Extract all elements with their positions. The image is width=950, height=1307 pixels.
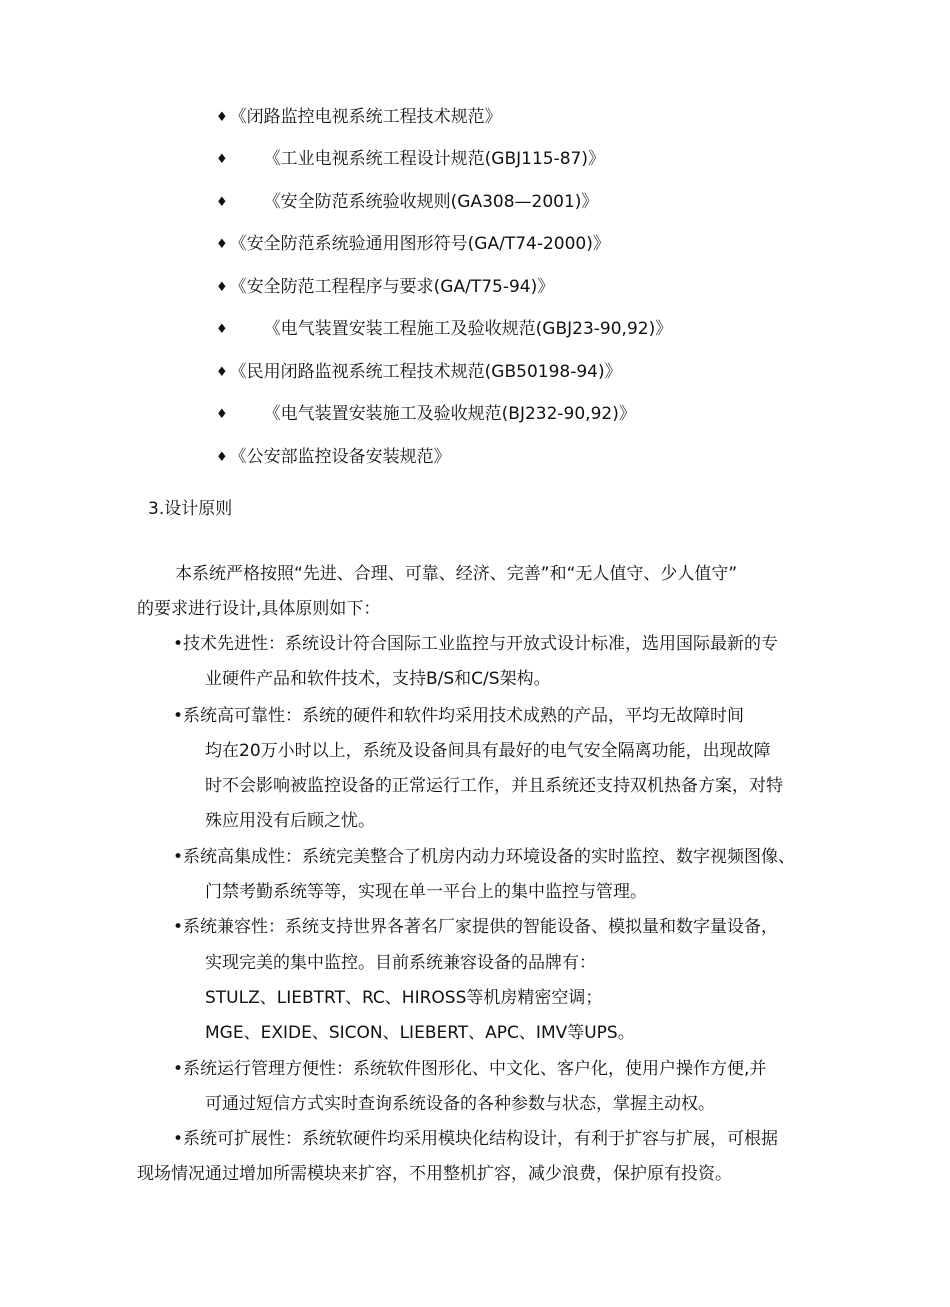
standard-text: 《闭路监控电视系统工程技术规范》 <box>229 107 502 127</box>
principle-line: •系统兼容性：系统支持世界各著名厂家提供的智能设备、模拟量和数字量设备， <box>173 917 779 937</box>
principle-line: •系统可扩展性：系统软硬件均采用模块化结构设计，有利于扩容与扩展，可根据 <box>173 1129 779 1149</box>
principle-line: 业硬件产品和软件技术，支持B/S和C/S架构。 <box>205 669 551 689</box>
principle-line: 门禁考勤系统等等，实现在单一平台上的集中监控与管理。 <box>205 882 647 902</box>
diamond-bullet-icon: ♦ <box>216 195 228 210</box>
standard-item <box>216 277 554 299</box>
standard-text: 《安全防范工程程序与要求(GA/T75-94)》 <box>229 277 555 297</box>
standard-item <box>216 192 598 214</box>
standard-item <box>216 447 451 469</box>
diamond-bullet-icon: ♦ <box>216 365 228 380</box>
standard-item <box>216 319 672 341</box>
diamond-bullet-icon: ♦ <box>216 280 228 295</box>
standard-text: 《安全防范系统验通用图形符号(GA/T74-2000)》 <box>229 234 610 254</box>
standard-item <box>216 107 502 129</box>
brand-list-line: MGE、EXIDE、SICON、LIEBERT、APC、IMV等UPS。 <box>205 1023 635 1043</box>
principle-line: 均在20万小时以上，系统及设备间具有最好的电气安全隔离功能，出现故障 <box>205 741 771 761</box>
principle-line: 殊应用没有后顾之忧。 <box>205 811 375 831</box>
section-heading: 3.设计原则 <box>148 499 233 519</box>
principle-line: •系统运行管理方便性：系统软件图形化、中文化、客户化，使用户操作方便,并 <box>173 1059 767 1079</box>
standard-item <box>216 404 636 426</box>
standard-text: 《公安部监控设备安装规范》 <box>229 447 451 467</box>
standard-text: 《工业电视系统工程设计规范(GBJ115-87)》 <box>263 149 605 169</box>
diamond-bullet-icon: ♦ <box>216 322 228 337</box>
standard-text: 《电气装置安装施工及验收规范(BJ232-90,92)》 <box>263 404 636 424</box>
standard-text: 《电气装置安装工程施工及验收规范(GBJ23-90,92)》 <box>263 319 673 339</box>
principle-line: 时不会影响被监控设备的正常运行工作，并且系统还支持双机热备方案，对特 <box>205 776 783 796</box>
diamond-bullet-icon: ♦ <box>216 110 228 125</box>
diamond-bullet-icon: ♦ <box>216 450 228 465</box>
intro-line: 本系统严格按照“先进、合理、可靠、经济、完善”和“无人值守、少人值守” <box>175 564 738 584</box>
principle-line: •系统高集成性：系统完美整合了机房内动力环境设备的实时监控、数字视频图像、 <box>173 847 796 867</box>
diamond-bullet-icon: ♦ <box>216 407 228 422</box>
principle-line: 现场情况通过增加所需模块来扩容，不用整机扩容，减少浪费，保护原有投资。 <box>137 1164 732 1184</box>
principle-line: •系统高可靠性：系统的硬件和软件均采用技术成熟的产品，平均无故障时间 <box>173 706 745 726</box>
principle-line: 可通过短信方式实时查询系统设备的各种参数与状态，掌握主动权。 <box>205 1094 715 1114</box>
standard-text: 《安全防范系统验收规则(GA308—2001)》 <box>263 192 599 212</box>
principle-line: 实现完美的集中监控。目前系统兼容设备的品牌有： <box>205 953 596 973</box>
diamond-bullet-icon: ♦ <box>216 237 228 252</box>
brand-list-line: STULZ、LIEBTRT、RC、HIROSS等机房精密空调； <box>205 988 603 1008</box>
standard-text: 《民用闭路监视系统工程技术规范(GB50198-94)》 <box>229 362 622 382</box>
standard-item <box>216 362 622 384</box>
standard-item <box>216 234 610 256</box>
intro-line: 的要求进行设计,具体原则如下： <box>137 599 381 619</box>
standard-item <box>216 149 605 171</box>
diamond-bullet-icon: ♦ <box>216 152 228 167</box>
principle-line: •技术先进性：系统设计符合国际工业监控与开放式设计标准，选用国际最新的专 <box>173 634 779 654</box>
